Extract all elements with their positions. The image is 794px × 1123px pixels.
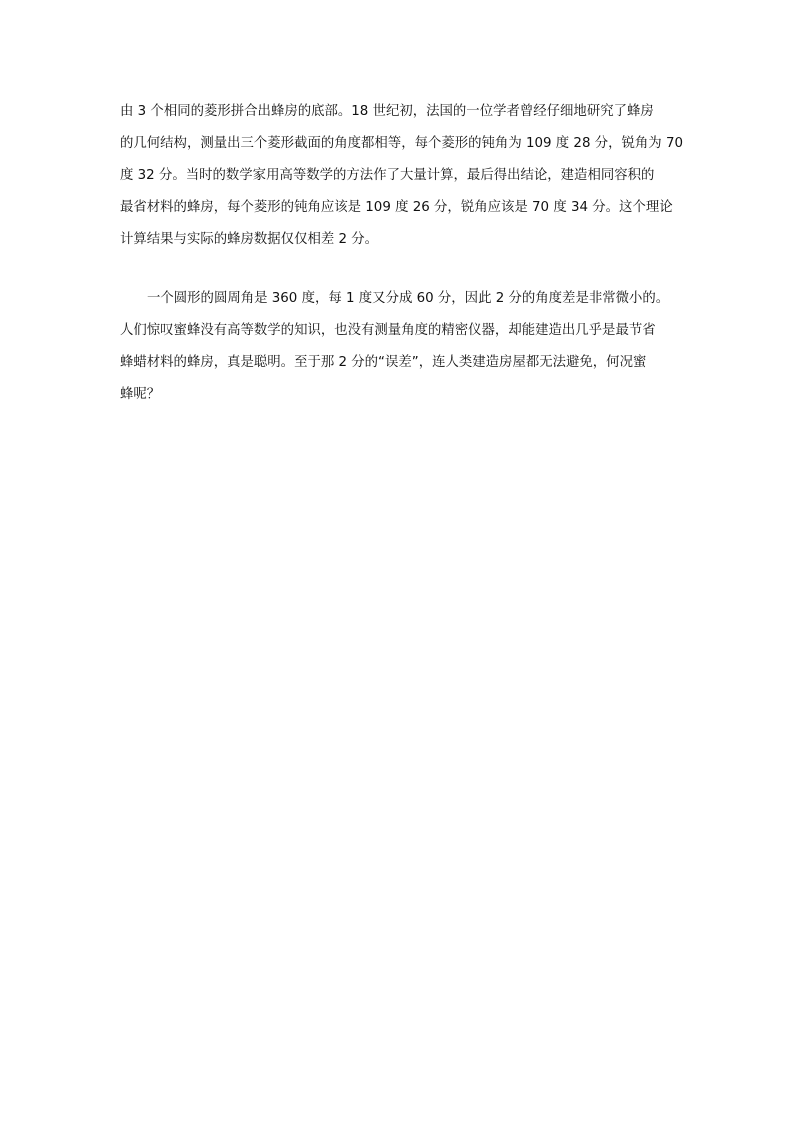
paragraph-honeycomb-geometry <box>120 96 683 256</box>
paragraph-spacer <box>120 256 680 283</box>
text-line: 人们惊叹蜜蜂没有高等数学的知识，也没有测量角度的精密仪器，却能建造出几乎是最节省 <box>120 323 656 338</box>
text-line: 计算结果与实际的蜂房数据仅仅相差 2 分。 <box>120 232 379 247</box>
document-body <box>120 96 683 411</box>
text-line: 一个圆形的圆周角是 360 度，每 1 度又分成 60 分，因此 2 分的角度差是非常微小的。 <box>147 291 670 306</box>
text-line: 蜂呢？ <box>120 387 161 402</box>
text-line: 度 32 分。当时的数学家用高等数学的方法作了大量计算，最后得出结论，建造相同容积的 <box>120 168 655 183</box>
text-line: 由 3 个相同的菱形拼合出蜂房的底部。18 世纪初，法国的一位学者曾经仔细地研究了蜂房 <box>120 104 654 119</box>
paragraph-angle-difference <box>120 283 680 411</box>
text-line: 蜂蜡材料的蜂房，真是聪明。至于那 2 分的“误差”，连人类建造房屋都无法避免，何况蜜 <box>120 355 647 370</box>
text-line: 的几何结构，测量出三个菱形截面的角度都相等，每个菱形的钝角为 109 度 28 分，锐角为 70 <box>120 136 683 151</box>
text-line: 最省材料的蜂房，每个菱形的钝角应该是 109 度 26 分，锐角应该是 70 度 34 分。这个理论 <box>120 200 673 215</box>
